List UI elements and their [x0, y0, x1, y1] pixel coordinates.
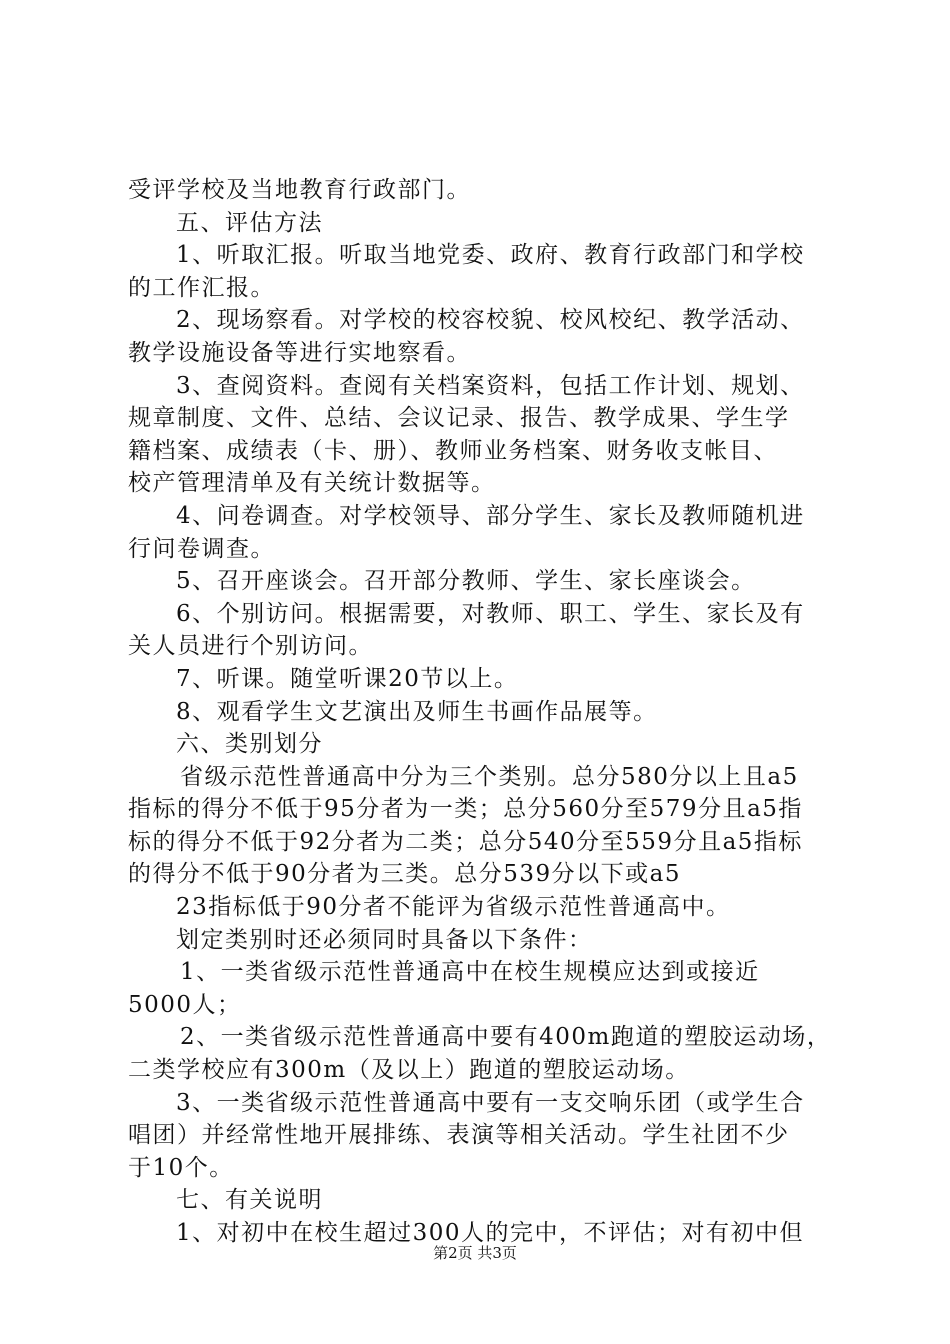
text-line: 4、问卷调查。对学校领导、部分学生、家长及教师随机进 — [176, 502, 805, 529]
text-line: 3、一类省级示范性普通高中要有一支交响乐团（或学生合 — [176, 1089, 805, 1116]
text-line: 校产管理清单及有关统计数据等。 — [128, 470, 496, 497]
text-line: 教学设施设备等进行实地察看。 — [128, 339, 471, 366]
text-line: 8、观看学生文艺演出及师生书画作品展等。 — [176, 698, 658, 725]
text-line: 2、现场察看。对学校的校容校貌、校风校纪、教学活动、 — [176, 307, 805, 334]
text-line: 2、一类省级示范性普通高中要有400m跑道的塑胶运动场， — [180, 1024, 832, 1051]
text-line: 籍档案、成绩表（卡、册）、教师业务档案、财务收支帐目、 — [128, 437, 778, 464]
text-line: 受评学校及当地教育行政部门。 — [128, 177, 471, 203]
text-line: 指标的得分不低于95分者为一类；总分560分至579分且a5指 — [128, 796, 803, 823]
text-line: 1、听取汇报。听取当地党委、政府、教育行政部门和学校 — [176, 242, 805, 269]
section-heading-category: 六、类别划分 — [176, 731, 323, 758]
page-footer: 第2页 共3页 — [433, 1244, 517, 1262]
text-line: 二类学校应有300m（及以上）跑道的塑胶运动场。 — [128, 1057, 690, 1084]
text-line: 于10个。 — [128, 1154, 234, 1181]
text-line: 7、听课。随堂听课20节以上。 — [176, 665, 519, 692]
text-line: 行问卷调查。 — [128, 535, 275, 562]
text-line: 关人员进行个别访问。 — [128, 633, 373, 660]
section-heading-evaluation-method: 五、评估方法 — [176, 209, 323, 236]
document-body — [128, 174, 840, 1250]
text-line: 3、查阅资料。查阅有关档案资料，包括工作计划、规划、 — [176, 372, 805, 399]
text-line: 5、召开座谈会。召开部分教师、学生、家长座谈会。 — [176, 568, 756, 595]
text-line: 1、对初中在校生超过300人的完中，不评估；对有初中但 — [176, 1220, 805, 1246]
text-line: 唱团）并经常性地开展排练、表演等相关活动。学生社团不少 — [128, 1122, 790, 1149]
text-line: 的得分不低于90分者为三类。总分539分以下或a5 — [128, 861, 682, 888]
text-line: 划定类别时还必须同时具备以下条件： — [176, 926, 593, 953]
text-line: 5000人； — [128, 991, 242, 1018]
text-line: 规章制度、文件、总结、会议记录、报告、教学成果、学生学 — [128, 405, 790, 432]
text-line: 的工作汇报。 — [128, 274, 275, 301]
text-line: 6、个别访问。根据需要，对教师、职工、学生、家长及有 — [176, 600, 805, 627]
text-line: 省级示范性普通高中分为三个类别。总分580分以上且a5 — [180, 763, 799, 790]
text-line: 标的得分不低于92分者为二类；总分540分至559分且a5指标 — [128, 828, 803, 855]
text-line: 1、一类省级示范性普通高中在校生规模应达到或接近 — [180, 959, 760, 986]
section-heading-notes: 七、有关说明 — [176, 1187, 323, 1214]
text-line: 23指标低于90分者不能评为省级示范性普通高中。 — [176, 894, 731, 921]
